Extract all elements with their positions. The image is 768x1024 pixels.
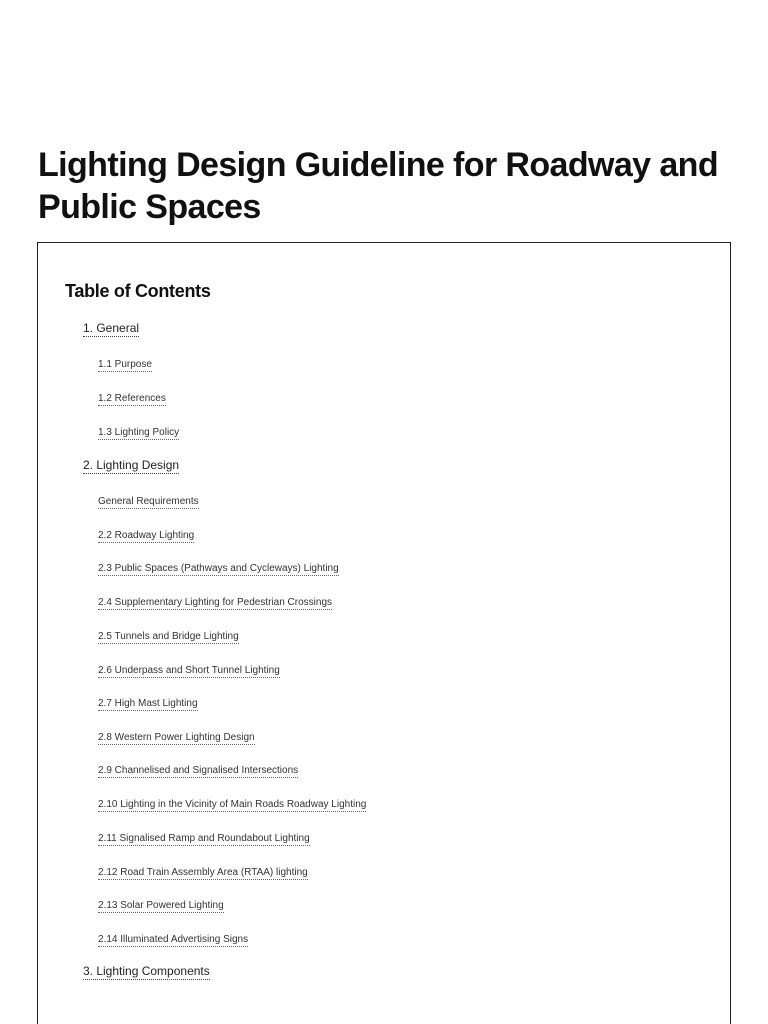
toc-link-general[interactable]: 1. General (83, 321, 140, 335)
toc-link-lighting-policy[interactable]: 1.3 Lighting Policy (98, 427, 180, 438)
toc-item-2-11 (98, 828, 310, 846)
toc-link-western-power[interactable]: 2.8 Western Power Lighting Design (98, 732, 255, 743)
toc-item-2-7 (98, 693, 198, 711)
toc-item-section-2 (83, 456, 179, 474)
toc-item-2-9 (98, 760, 298, 778)
toc-link-intersections[interactable]: 2.9 Channelised and Signalised Intersections (98, 765, 299, 776)
toc-item-1-1 (98, 354, 152, 372)
toc-item-1-2 (98, 388, 166, 406)
toc-link-references[interactable]: 1.2 References (98, 393, 166, 404)
toc-link-vicinity-main-roads[interactable]: 2.10 Lighting in the Vicinity of Main Roads Roadway Lighting (98, 799, 367, 810)
toc-link-tunnels-bridge[interactable]: 2.5 Tunnels and Bridge Lighting (98, 631, 239, 642)
toc-item-2-6 (98, 660, 280, 678)
toc-item-1-3 (98, 422, 179, 440)
toc-link-ramp-roundabout[interactable]: 2.11 Signalised Ramp and Roundabout Lighting (98, 833, 310, 844)
toc-item-2-10 (98, 794, 366, 812)
toc-link-pedestrian-crossings[interactable]: 2.4 Supplementary Lighting for Pedestrian Crossings (98, 597, 333, 608)
toc-item-2-8 (98, 727, 255, 745)
toc-item-2-4 (98, 592, 332, 610)
toc-item-2-3 (98, 558, 339, 576)
toc-link-rtaa[interactable]: 2.12 Road Train Assembly Area (RTAA) lighting (98, 867, 308, 878)
toc-item-section-1 (83, 319, 139, 337)
toc-link-lighting-design[interactable]: 2. Lighting Design (83, 458, 180, 472)
toc-link-high-mast[interactable]: 2.7 High Mast Lighting (98, 698, 198, 709)
toc-link-advertising-signs[interactable]: 2.14 Illuminated Advertising Signs (98, 934, 249, 945)
toc-heading: Table of Contents (65, 281, 211, 301)
toc-item-general-requirements (98, 491, 199, 509)
toc-item-2-14 (98, 929, 248, 947)
toc-item-2-12 (98, 862, 308, 880)
document-title: Lighting Design Guideline for Roadway and Public Spaces (38, 146, 718, 226)
toc-link-solar-powered[interactable]: 2.13 Solar Powered Lighting (98, 900, 224, 911)
toc-link-purpose[interactable]: 1.1 Purpose (98, 359, 152, 370)
toc-item-2-13 (98, 895, 224, 913)
toc-link-general-requirements[interactable]: General Requirements (98, 496, 199, 507)
toc-item-2-5 (98, 626, 239, 644)
toc-item-2-2 (98, 525, 194, 543)
toc-item-section-3 (83, 962, 210, 980)
table-of-contents (37, 242, 731, 1024)
toc-link-public-spaces-lighting[interactable]: 2.3 Public Spaces (Pathways and Cycleways) Lighting (98, 563, 339, 574)
toc-link-lighting-components[interactable]: 3. Lighting Components (83, 964, 210, 978)
toc-link-roadway-lighting[interactable]: 2.2 Roadway Lighting (98, 530, 195, 541)
toc-link-underpass[interactable]: 2.6 Underpass and Short Tunnel Lighting (98, 665, 280, 676)
